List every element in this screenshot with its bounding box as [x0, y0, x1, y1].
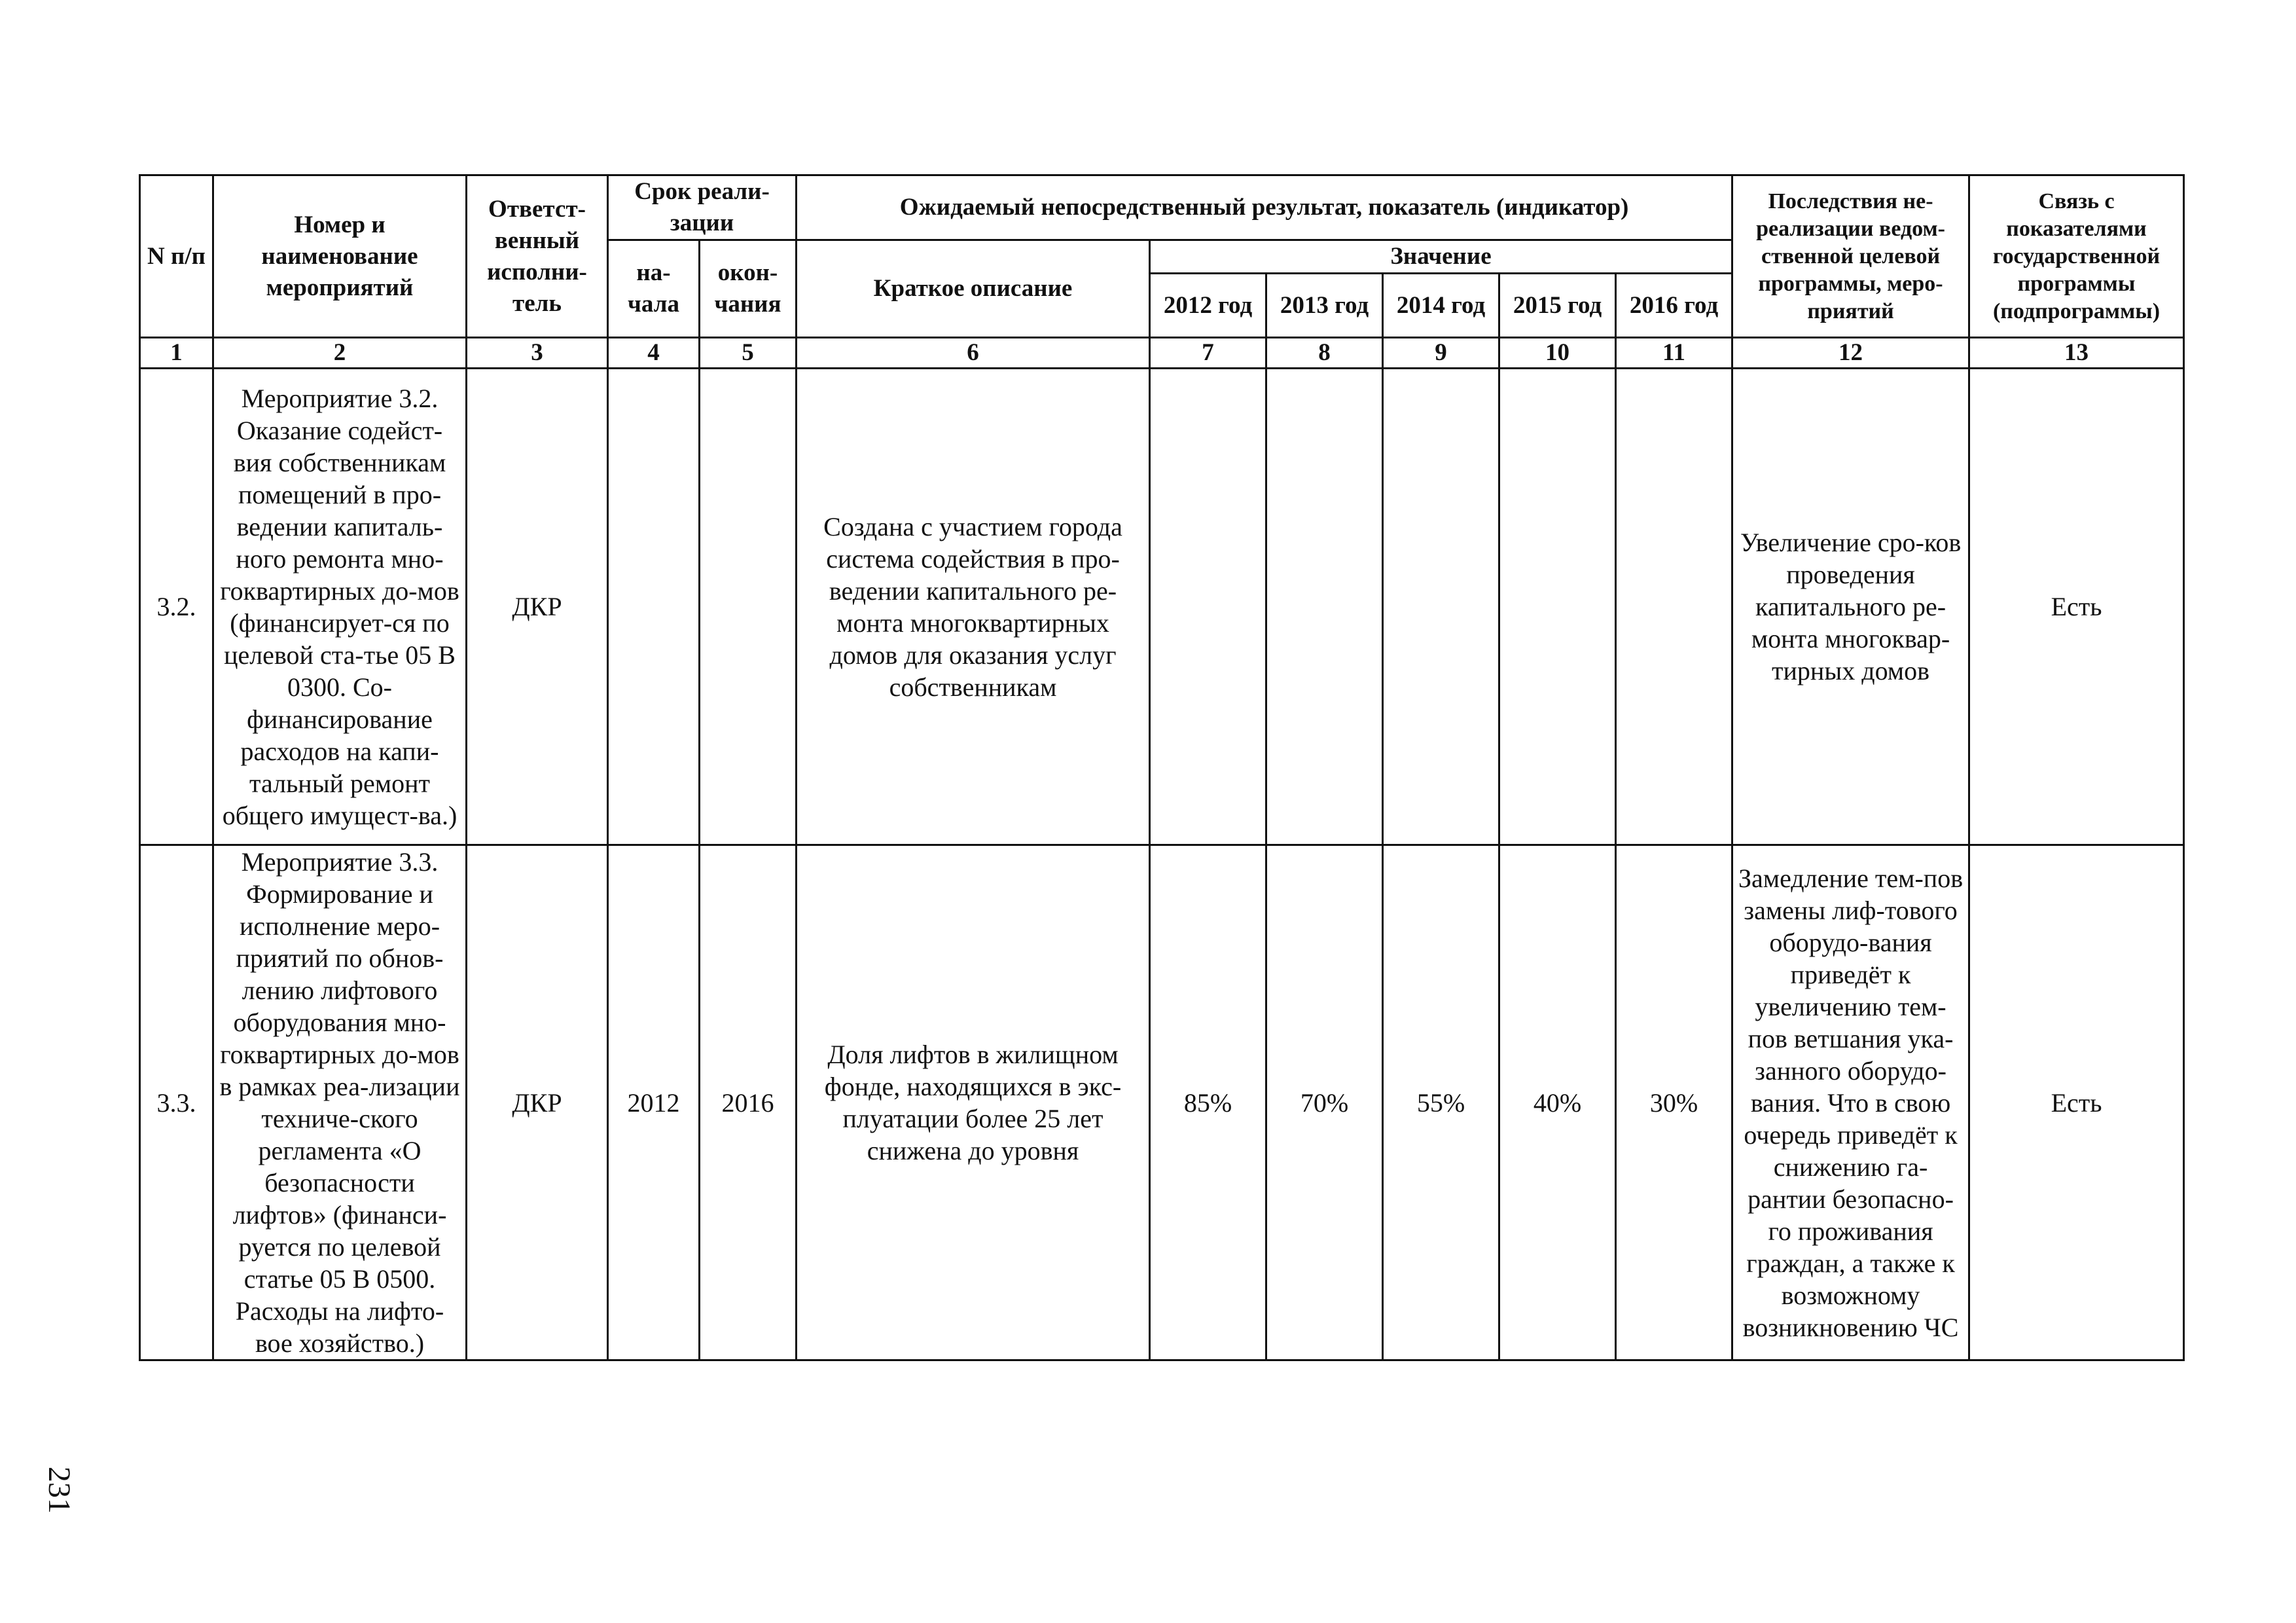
- header-description: Краткое описание: [797, 240, 1150, 338]
- value-2013: 70%: [1266, 845, 1383, 1360]
- column-number: 13: [1969, 338, 2184, 369]
- header-n: N п/п: [140, 175, 213, 338]
- column-number: 8: [1266, 338, 1383, 369]
- value-2016: 30%: [1616, 845, 1732, 1360]
- header-year: 2012 год: [1150, 274, 1266, 338]
- header-term-start: на-чала: [608, 240, 700, 338]
- term-start: 2012: [608, 845, 700, 1360]
- result-description: Доля лифтов в жилищном фонде, находящихся в экс-плуатации более 25 лет снижена до уровня: [797, 845, 1150, 1360]
- header-term-end: окон-чания: [700, 240, 797, 338]
- column-numbers-row: [140, 338, 2184, 369]
- value-2013: [1266, 369, 1383, 845]
- column-number: 6: [797, 338, 1150, 369]
- value-2014: [1383, 369, 1499, 845]
- header-value: Значение: [1150, 240, 1732, 274]
- term-end: 2016: [700, 845, 797, 1360]
- program-table: [139, 174, 2185, 1361]
- header-term: Срок реали-зации: [608, 175, 797, 240]
- header-year: 2015 год: [1499, 274, 1616, 338]
- header-name: Номер и наименование мероприятий: [213, 175, 467, 338]
- result-description: Создана с участием города система содействия в про-ведении капитального ре-монта многоквартирных домов для оказания услуг собственникам: [797, 369, 1150, 845]
- header-link: Связь с показателями государственной программы (подпрограммы): [1969, 175, 2184, 338]
- header-year: 2013 год: [1266, 274, 1383, 338]
- column-number: 9: [1383, 338, 1499, 369]
- value-2012: [1150, 369, 1266, 845]
- responsible: ДКР: [467, 845, 608, 1360]
- column-number: 12: [1732, 338, 1969, 369]
- column-number: 11: [1616, 338, 1732, 369]
- column-number: 1: [140, 338, 213, 369]
- column-number: 4: [608, 338, 700, 369]
- column-number: 2: [213, 338, 467, 369]
- table-row: [140, 369, 2184, 845]
- program-link: Есть: [1969, 369, 2184, 845]
- consequences: Замедление тем-пов замены лиф-тового оборудо-вания приведёт к увеличению тем-пов ветшания ука-занного оборудо-вания. Что в свою очередь приведёт к снижению га-рантии безопасно-го проживания граждан, а также к возможному возникновению ЧС: [1732, 845, 1969, 1360]
- table-row: [140, 845, 2184, 1360]
- header-consequences: Последствия не-реализации ведом-ственной целевой программы, меро-приятий: [1732, 175, 1969, 338]
- term-start: [608, 369, 700, 845]
- responsible: ДКР: [467, 369, 608, 845]
- row-number: 3.2.: [140, 369, 213, 845]
- activity-name: Мероприятие 3.2. Оказание содейст-вия собственникам помещений в про-ведении капиталь-ного ремонта мно-гоквартирных до-мов (финансирует-ся по целевой ста-тье 05 В 0300. Со-финансирование расходов на капи-тальный ремонт общего имущест-ва.): [213, 369, 467, 845]
- consequences: Увеличение сро-ков проведения капитального ре-монта многоквар-тирных домов: [1732, 369, 1969, 845]
- column-number: 10: [1499, 338, 1616, 369]
- header-responsible: Ответст-венный исполни-тель: [467, 175, 608, 338]
- header-year: 2016 год: [1616, 274, 1732, 338]
- header-year: 2014 год: [1383, 274, 1499, 338]
- column-number: 5: [700, 338, 797, 369]
- activity-name: Мероприятие 3.3. Формирование и исполнение меро-приятий по обнов-лению лифтового оборудования мно-гоквартирных до-мов в рамках реа-лизации техниче-ского регламента «О безопасности лифтов» (финанси-руется по целевой статье 05 В 0500. Расходы на лифто-вое хозяйство.): [213, 845, 467, 1360]
- value-2012: 85%: [1150, 845, 1266, 1360]
- program-link: Есть: [1969, 845, 2184, 1360]
- header-result: Ожидаемый непосредственный результат, показатель (индикатор): [797, 175, 1732, 240]
- column-number: 7: [1150, 338, 1266, 369]
- column-number: 3: [467, 338, 608, 369]
- value-2016: [1616, 369, 1732, 845]
- value-2014: 55%: [1383, 845, 1499, 1360]
- value-2015: [1499, 369, 1616, 845]
- page-number: 231: [42, 1467, 77, 1514]
- term-end: [700, 369, 797, 845]
- value-2015: 40%: [1499, 845, 1616, 1360]
- row-number: 3.3.: [140, 845, 213, 1360]
